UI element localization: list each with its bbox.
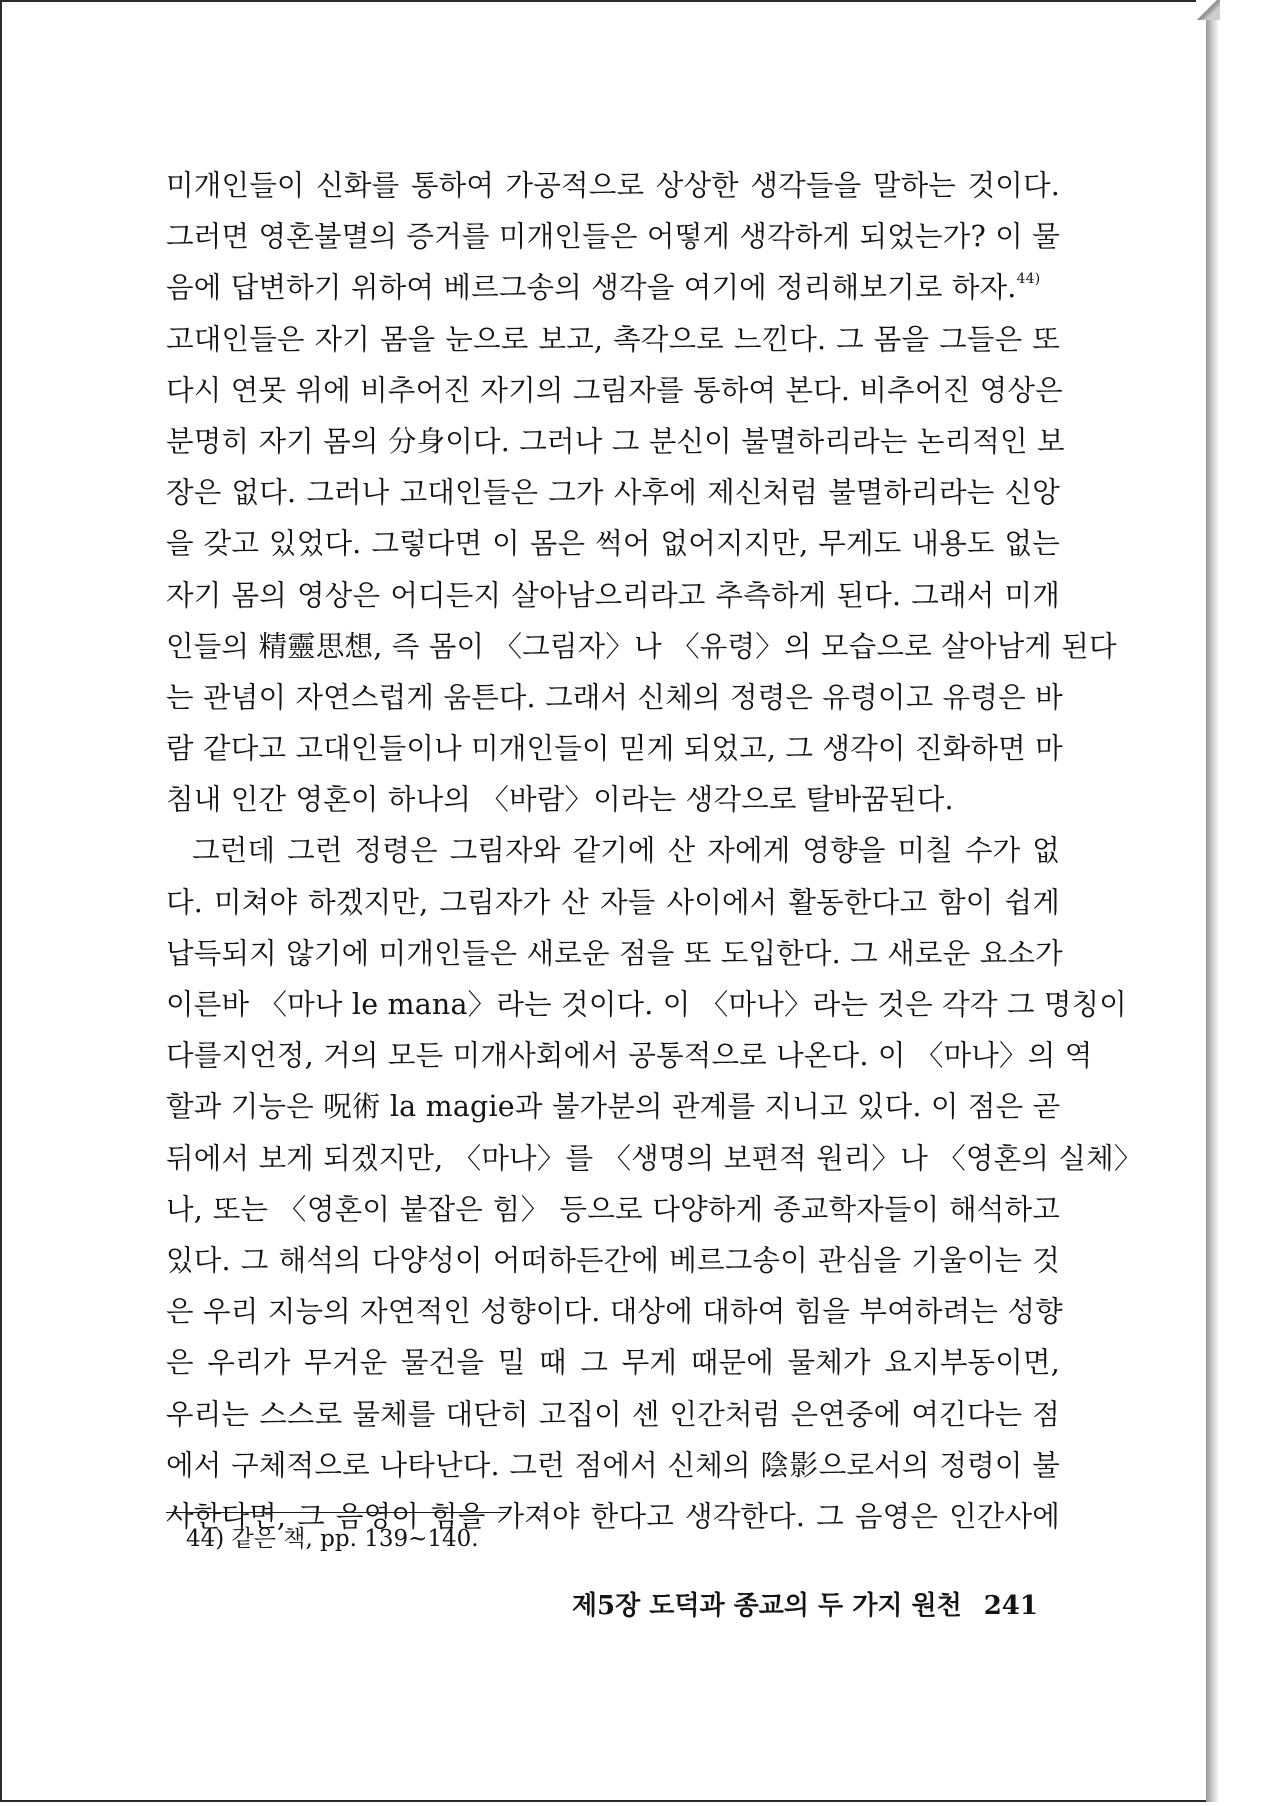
page-number: 241 — [983, 1591, 1038, 1621]
text-line: 다. 미쳐야 하겠지만, 그림자가 산 자들 사이에서 활동한다고 함이 쉽게 — [166, 885, 1060, 919]
text-line: 분명히 자기 몸의 分身이다. 그러나 그 분신이 불멸하리라는 논리적인 보 — [166, 424, 1065, 458]
text-line: 그러면 영혼불멸의 증거를 미개인들은 어떻게 생각하게 되었는가? 이 물 — [166, 220, 1060, 254]
text-line: 다를지언정, 거의 모든 미개사회에서 공통적으로 나온다. 이 〈마나〉의 역 — [166, 1039, 1093, 1073]
page-edge-shadow — [1206, 6, 1218, 1802]
footnote: 44) 같은 책, pp. 139~140. — [186, 1526, 479, 1552]
text-line: 우리는 스스로 물체를 대단히 고집이 센 인간처럼 은연중에 여긴다는 점 — [166, 1397, 1060, 1431]
text-line: 은 우리가 무거운 물건을 밀 때 그 무게 때문에 물체가 요지부동이면, — [166, 1346, 1060, 1380]
text-line: 뒤에서 보게 되겠지만, 〈마나〉를 〈생명의 보편적 원리〉나 〈영혼의 실체〉 — [166, 1141, 1143, 1175]
text-line-with-footnote — [166, 262, 1060, 313]
body-text — [166, 160, 1143, 1542]
text-line: 납득되지 않기에 미개인들은 새로운 점을 또 도입한다. 그 새로운 요소가 — [166, 936, 1063, 970]
text-line: 은 우리 지능의 자연적인 성향이다. 대상에 대하여 힘을 부여하려는 성향 — [166, 1295, 1063, 1329]
text-line: 을 갖고 있었다. 그렇다면 이 몸은 썩어 없어지지만, 무게도 내용도 없는 — [166, 527, 1060, 561]
text-line: 는 관념이 자연스럽게 움튼다. 그래서 신체의 정령은 유령이고 유령은 바 — [166, 680, 1063, 714]
text-line: 고대인들은 자기 몸을 눈으로 보고, 촉각으로 느낀다. 그 몸을 그들은 또 — [166, 322, 1060, 356]
running-footer — [568, 1586, 1038, 1626]
page-corner-curl — [1196, 0, 1220, 20]
text-line: 인들의 精靈思想, 즉 몸이 〈그림자〉나 〈유령〉의 모습으로 살아남게 된다 — [166, 629, 1117, 663]
text-line: 장은 없다. 그러나 고대인들은 그가 사후에 제신처럼 불멸하리라는 신앙 — [166, 476, 1060, 510]
text-line-content: 음에 답변하기 위하여 베르그송의 생각을 여기에 정리해보기로 하자. — [166, 271, 1017, 305]
text-line: 에서 구체적으로 나타난다. 그런 점에서 신체의 陰影으로서의 정령이 불 — [166, 1448, 1060, 1482]
text-line: 사한다면, 그 음영이 힘을 가져야 한다고 생각한다. 그 음영은 인간사에 — [166, 1499, 1060, 1533]
text-line: 있다. 그 해석의 다양성이 어떠하든간에 베르그송이 관심을 기울이는 것 — [166, 1243, 1060, 1277]
text-line: 람 같다고 고대인들이나 미개인들이 믿게 되었고, 그 생각이 진화하면 마 — [166, 732, 1063, 766]
text-line: 자기 몸의 영상은 어디든지 살아남으리라고 추측하게 된다. 그래서 미개 — [166, 578, 1060, 612]
text-line: 미개인들이 신화를 통하여 가공적으로 상상한 생각들을 말하는 것이다. — [166, 169, 1060, 202]
text-line: 침내 인간 영혼이 하나의 〈바람〉이라는 생각으로 탈바꿈된다. — [166, 783, 954, 817]
footnote-divider — [166, 1512, 506, 1513]
text-line: 다시 연못 위에 비추어진 자기의 그림자를 통하여 본다. 비추어진 영상은 — [166, 373, 1063, 407]
text-line: 나, 또는 〈영혼이 붙잡은 힘〉 등으로 다양하게 종교학자들이 해석하고 — [166, 1192, 1060, 1226]
chapter-title: 제5장 도덕과 종교의 두 가지 원천 — [571, 1591, 962, 1621]
text-line: 이른바 〈마나 le mana〉라는 것이다. 이 〈마나〉라는 것은 각각 그 명칭이 — [166, 988, 1128, 1021]
footnote-reference: 44) — [1016, 271, 1041, 288]
text-line: 할과 기능은 呪術 la magie과 불가분의 관계를 지니고 있다. 이 점은 곧 — [166, 1090, 1061, 1124]
paragraph-start-line: 그런데 그런 정령은 그림자와 같기에 산 자에게 영향을 미칠 수가 없 — [192, 834, 1060, 868]
